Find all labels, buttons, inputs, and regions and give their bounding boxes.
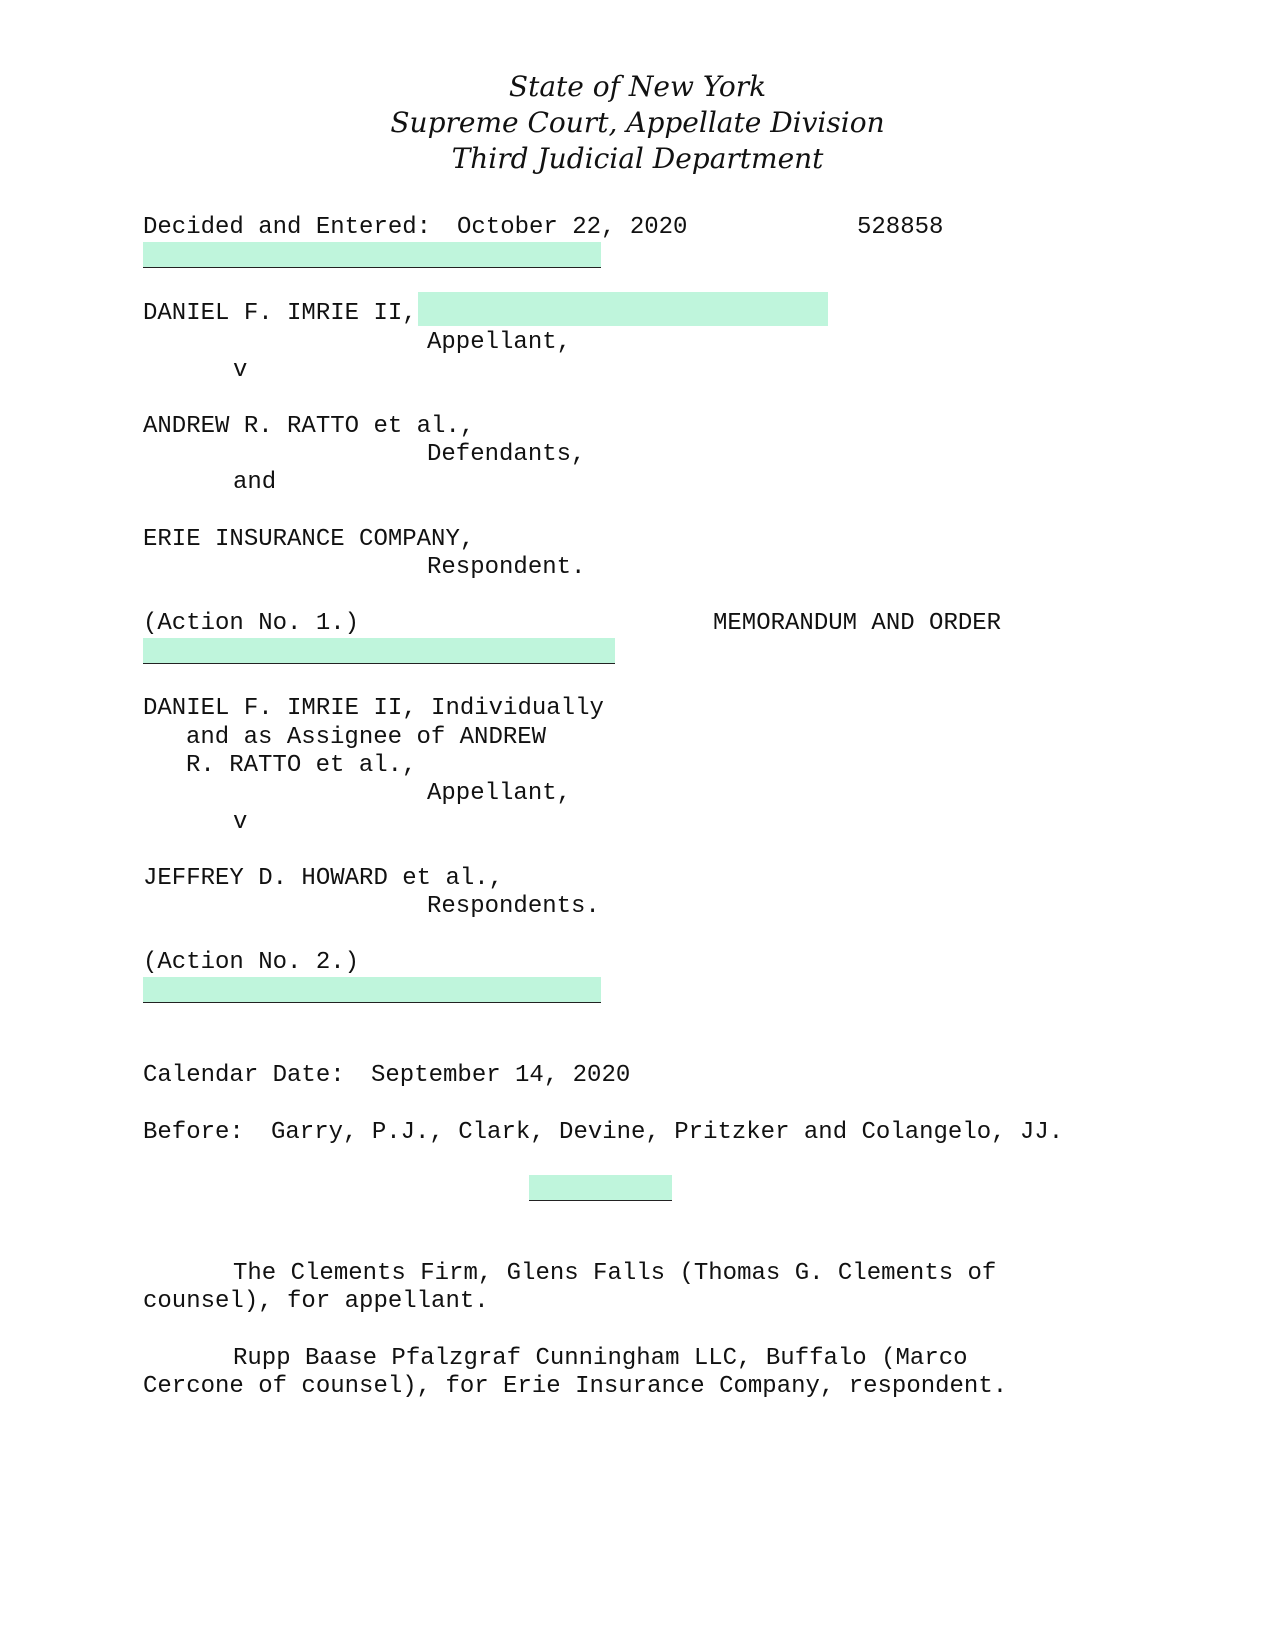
before-justices: Garry, P.J., Clark, Devine, Pritzker and Colangelo, JJ. xyxy=(271,1119,1064,1146)
action1-defendants-role: Defendants, xyxy=(427,441,586,468)
action2-plaintiff-line2: and as Assignee of ANDREW xyxy=(186,724,547,751)
separator-rule xyxy=(143,977,601,1003)
court-department-title: Third Judicial Department xyxy=(451,142,824,175)
action1-respondent-role: Respondent. xyxy=(427,554,586,581)
separator-rule xyxy=(143,638,615,664)
action1-and: and xyxy=(233,469,277,496)
appellant-counsel-line2: counsel), for appellant. xyxy=(143,1288,489,1315)
action2-label: (Action No. 2.) xyxy=(143,949,360,976)
action1-defendants: ANDREW R. RATTO et al., xyxy=(143,413,475,440)
decided-label: Decided and Entered: xyxy=(143,214,432,241)
appellant-counsel-line1: The Clements Firm, Glens Falls (Thomas G. Clements of xyxy=(233,1260,997,1287)
action2-respondents-role: Respondents. xyxy=(427,893,600,920)
short-separator-rule xyxy=(529,1175,672,1201)
separator-rule xyxy=(143,242,601,268)
redaction-highlight xyxy=(418,292,828,326)
docket-number: 528858 xyxy=(857,214,944,241)
respondent-counsel-line1: Rupp Baase Pfalzgraf Cunningham LLC, Buffalo (Marco xyxy=(233,1345,968,1372)
action1-versus: v xyxy=(233,357,248,384)
action1-plaintiff: DANIEL F. IMRIE II, xyxy=(143,300,417,327)
decided-date: October 22, 2020 xyxy=(457,214,688,241)
action2-respondents: JEFFREY D. HOWARD et al., xyxy=(143,865,504,892)
action2-plaintiff-line1: DANIEL F. IMRIE II, Individually xyxy=(143,695,604,722)
court-division-title: Supreme Court, Appellate Division xyxy=(390,106,885,139)
order-type: MEMORANDUM AND ORDER xyxy=(713,610,1002,637)
action1-respondent: ERIE INSURANCE COMPANY, xyxy=(143,526,475,553)
action2-versus: v xyxy=(233,809,248,836)
court-state-title: State of New York xyxy=(508,70,767,103)
action2-plaintiff-line3: R. RATTO et al., xyxy=(186,752,417,779)
calendar-date: September 14, 2020 xyxy=(371,1062,631,1089)
calendar-label: Calendar Date: xyxy=(143,1062,345,1089)
action2-plaintiff-role: Appellant, xyxy=(427,780,572,807)
before-label: Before: xyxy=(143,1119,244,1146)
action1-plaintiff-role: Appellant, xyxy=(427,329,572,356)
action1-label: (Action No. 1.) xyxy=(143,610,360,637)
respondent-counsel-line2: Cercone of counsel), for Erie Insurance Company, respondent. xyxy=(143,1373,1008,1400)
